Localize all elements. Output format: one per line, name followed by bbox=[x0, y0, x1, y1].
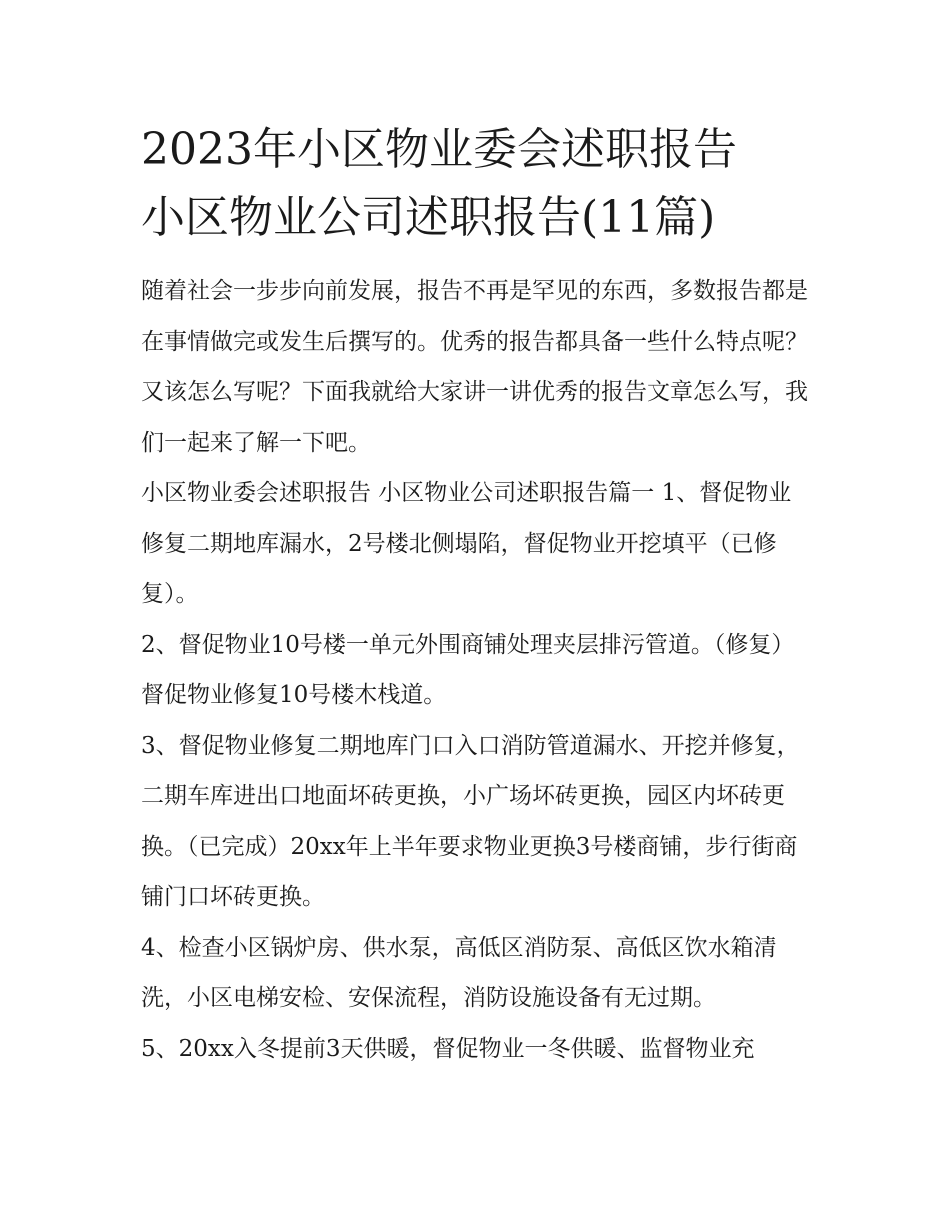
title-line-1: 2023年小区物业委会述职报告 bbox=[141, 124, 737, 175]
title-line-2: 小区物业公司述职报告(11篇) bbox=[141, 192, 716, 243]
document-page bbox=[141, 116, 813, 1074]
list-item-3: 3、督促物业修复二期地库门口入口消防管道漏水、开挖并修复，二期车库进出口地面坏砖更换，小广场坏砖更换，园区内坏砖更换。（已完成）20xx年上半年要求物业更换3号楼商铺，步行街商铺门口坏砖更换。 bbox=[141, 732, 800, 910]
document-body bbox=[141, 266, 813, 1074]
section-heading-paragraph: 小区物业委会述职报告 小区物业公司述职报告篇一 1、督促物业修复二期地库漏水，2号楼北侧塌陷，督促物业开挖填平（已修复）。 bbox=[141, 480, 792, 607]
list-item-2: 2、督促物业10号楼一单元外围商铺处理夹层排污管道。（修复）督促物业修复10号楼木栈道。 bbox=[141, 631, 795, 708]
document-title bbox=[141, 116, 813, 252]
intro-paragraph: 随着社会一步步向前发展，报告不再是罕见的东西，多数报告都是在事情做完或发生后撰写的。优秀的报告都具备一些什么特点呢？又该怎么写呢？下面我就给大家讲一讲优秀的报告文章怎么写，我们一起来了解一下吧。 bbox=[141, 278, 808, 456]
list-item-4: 4、检查小区锅炉房、供水泵，高低区消防泵、高低区饮水箱清洗，小区电梯安检、安保流程，消防设施设备有无过期。 bbox=[141, 934, 777, 1011]
list-item-5: 5、20xx入冬提前3天供暖，督促物业一冬供暖、监督物业充 bbox=[141, 1035, 755, 1062]
